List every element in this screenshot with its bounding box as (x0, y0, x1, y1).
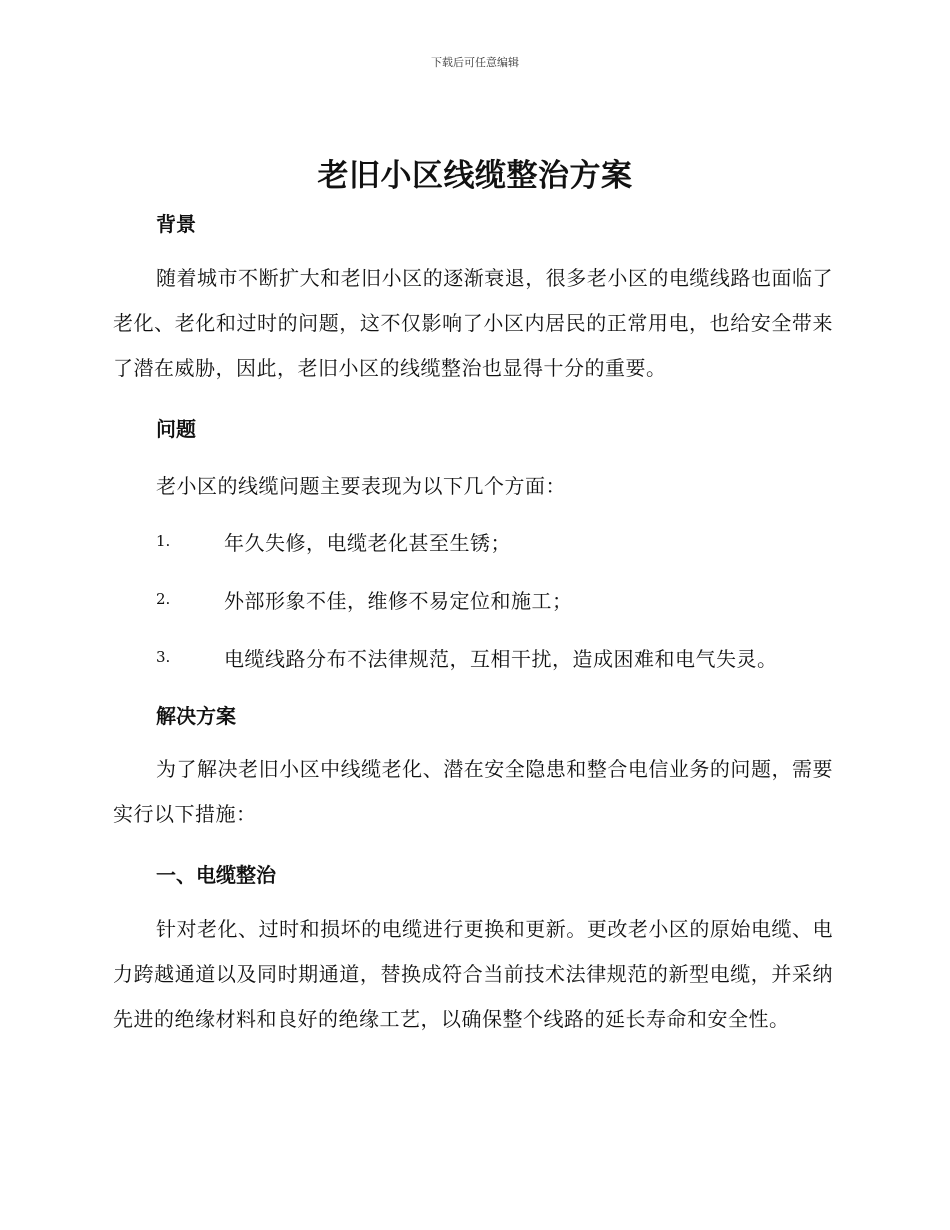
list-item-text: 外部形象不佳，维修不易定位和施工； (224, 589, 573, 613)
section-heading-solution: 解决方案 (156, 704, 236, 728)
background-paragraph: 随着城市不断扩大和老旧小区的逐渐衰退，很多老小区的电缆线路也面临了老化、老化和过时的问题，这不仅影响了小区内居民的正常用电，也给安全带来了潜在威胁，因此，老旧小区的线缆整治也显得十分的重要。 (113, 266, 833, 380)
cable-fix-paragraph: 针对老化、过时和损坏的电缆进行更换和更新。更改老小区的原始电缆、电力跨越通道以及同时期通道，替换成符合当前技术法律规范的新型电缆，并采纳先进的绝缘材料和良好的绝缘工艺，以确保整个线路的延长寿命和安全性。 (113, 917, 833, 1031)
header-note: 下载后可任意编辑 (431, 56, 519, 69)
list-item (156, 643, 856, 673)
list-item-number: 3. (156, 648, 171, 666)
list-item-number: 1. (156, 532, 171, 550)
list-item-number: 2. (156, 590, 171, 608)
section-heading-background: 背景 (156, 212, 196, 236)
list-item (156, 585, 856, 615)
problems-intro: 老小区的线缆问题主要表现为以下几个方面： (156, 474, 566, 498)
section-heading-problems: 问题 (156, 417, 196, 441)
list-item-text: 年久失修，电缆老化甚至生锈； (224, 531, 511, 555)
list-item-text: 电缆线路分布不法律规范，互相干扰，造成困难和电气失灵。 (224, 647, 778, 671)
solution-paragraph: 为了解决老旧小区中线缆老化、潜在安全隐患和整合电信业务的问题，需要实行以下措施： (113, 757, 833, 826)
list-item (156, 527, 856, 557)
section-heading-cable-fix: 一、电缆整治 (156, 863, 276, 887)
document-title: 老旧小区线缆整治方案 (317, 158, 633, 194)
